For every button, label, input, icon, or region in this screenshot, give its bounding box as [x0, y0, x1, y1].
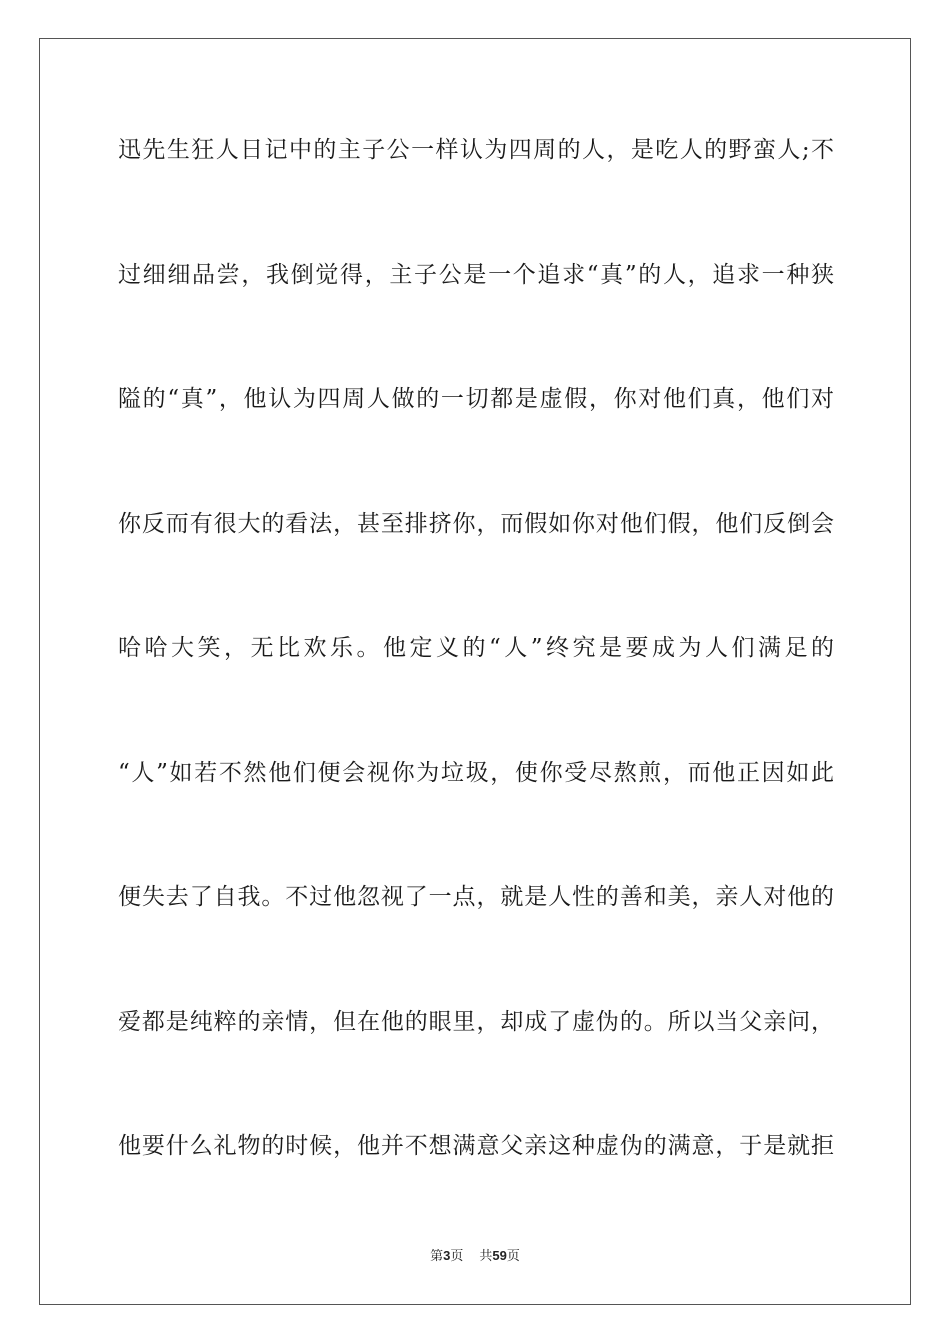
- page-number: 3: [443, 1248, 451, 1263]
- body-line-7: 便失去了自我。不过他忽视了一点，就是人性的善和美，亲人对他的: [118, 884, 834, 910]
- page-prefix: 第: [430, 1249, 444, 1264]
- body-line-1: 迅先生狂人日记中的主子公一样认为四周的人，是吃人的野蛮人;不: [118, 137, 834, 163]
- body-line-9: 他要什么礼物的时候，他并不想满意父亲这种虚伪的满意，于是就拒: [118, 1133, 834, 1159]
- page-footer: [0, 1245, 950, 1264]
- body-line-5: 哈哈大笑，无比欢乐。他定义的“人”终究是要成为人们满足的: [118, 635, 834, 661]
- body-line-2: 过细细品尝，我倒觉得，主子公是一个追求“真”的人，追求一种狭: [118, 262, 834, 288]
- body-line-3: 隘的“真”，他认为四周人做的一切都是虚假，你对他们真，他们对: [118, 386, 834, 412]
- total-pages: 59: [492, 1248, 507, 1263]
- page-suffix: 页: [450, 1249, 464, 1264]
- body-line-4: 你反而有很大的看法，甚至排挤你，而假如你对他们假，他们反倒会: [118, 511, 834, 537]
- body-line-8: 爱都是纯粹的亲情，但在他的眼里，却成了虚伪的。所以当父亲问，: [118, 1009, 834, 1035]
- total-suffix: 页: [506, 1249, 520, 1264]
- page-border: [39, 38, 911, 1305]
- body-line-6: “人”如若不然他们便会视你为垃圾，使你受尽熬煎，而他正因如此: [118, 760, 834, 786]
- total-prefix: 共: [479, 1249, 493, 1264]
